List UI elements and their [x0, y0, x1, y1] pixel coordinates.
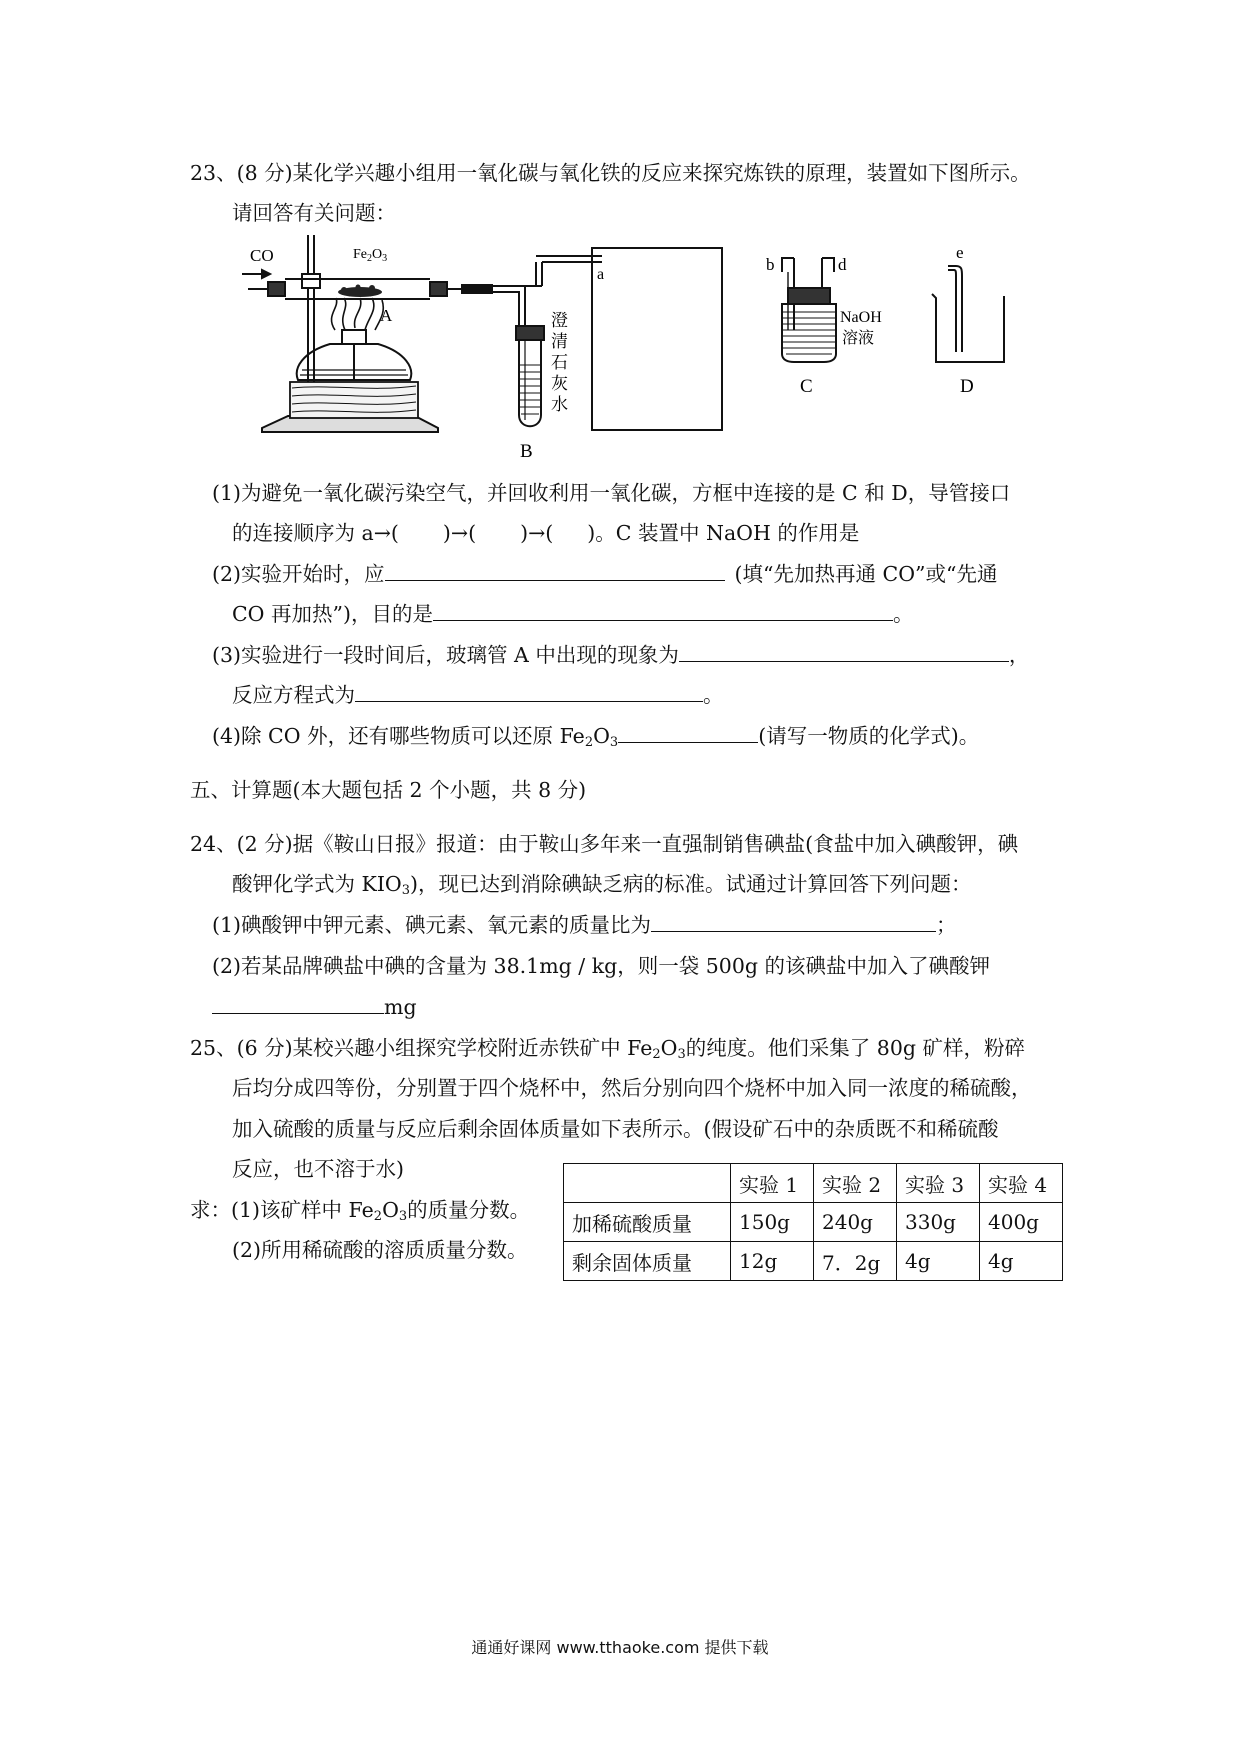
label-b: b	[766, 255, 775, 274]
section-5-title: 五、计算题(本大题包括 2 个小题，共 8 分)	[190, 778, 587, 802]
q23-p1-line1: (1)为避免一氧化碳污染空气，并回收利用一氧化碳，方框中连接的是 C 和 D，导管接口	[212, 481, 1011, 505]
table-cell: 4g	[897, 1242, 980, 1281]
table-header-cell	[564, 1164, 731, 1203]
q23-p3-line2: 反应方程式为 。	[232, 683, 724, 707]
q23-p2-line1: (2)实验开始时，应 (填“先加热再通 CO”或“先通	[212, 562, 998, 586]
q23-p2-line2: CO 再加热”)，目的是 。	[232, 602, 914, 626]
q24-line2: 酸钾化学式为 $KIO_3$)，现已达到消除碘缺乏病的标准。试通过计算回答下列问题：	[232, 872, 972, 898]
label-A: A	[380, 306, 393, 325]
answer-blank[interactable]	[679, 641, 1009, 662]
q25-line4: 反应，也不溶于水)	[232, 1157, 404, 1181]
q25-line3: 加入硫酸的质量与反应后剩余固体质量如下表所示。(假设矿石中的杂质既不和稀硫酸	[232, 1117, 999, 1141]
beaker-D	[932, 266, 1004, 362]
table-cell: 240g	[814, 1203, 897, 1242]
q23-p1-line2: 的连接顺序为 a→( )→( )→( )。C 装置中 NaOH 的作用是	[232, 521, 860, 545]
q25-line2: 后均分成四等份，分别置于四个烧杯中，然后分别向四个烧杯中加入同一浓度的稀硫酸，	[232, 1076, 1032, 1100]
table-cell: 加稀硫酸质量	[564, 1203, 731, 1242]
q23-title-line2: 请回答有关问题：	[232, 201, 396, 225]
connection-box	[592, 248, 722, 430]
svg-text:灰: 灰	[551, 374, 568, 393]
label-a: a	[597, 266, 605, 283]
table-header-cell: 实验 1	[731, 1164, 814, 1203]
q25-ask1: 求：(1)该矿样中 $Fe_2O_3$的质量分数。	[190, 1198, 531, 1224]
table-header-cell: 实验 3	[897, 1164, 980, 1203]
answer-blank[interactable]	[385, 560, 725, 581]
label-fe2o3: $Fe_2O_3$	[353, 247, 388, 264]
answer-blank[interactable]	[212, 993, 384, 1014]
table-header-cell: 实验 4	[980, 1164, 1063, 1203]
answer-blank[interactable]	[433, 600, 893, 621]
q23-p3-line1: (3)实验进行一段时间后，玻璃管 A 中出现的现象为 ，	[212, 643, 1030, 667]
q25-line1: 25、(6 分)某校兴趣小组探究学校附近赤铁矿中 $Fe_2O_3$的纯度。他们采集了 80g 矿样，粉碎	[190, 1036, 1026, 1062]
svg-text:澄: 澄	[551, 311, 568, 330]
q24-p2-answer: mg	[212, 993, 417, 1021]
experiment-table	[563, 1163, 1063, 1281]
wash-bottle-C	[782, 258, 836, 362]
table-cell: 7．2g	[814, 1242, 897, 1281]
table-cell: 330g	[897, 1203, 980, 1242]
q23-title-line1: 23、(8 分)某化学兴趣小组用一氧化碳与氧化铁的反应来探究炼铁的原理，装置如下图所示。	[190, 161, 1031, 185]
table-row	[564, 1242, 1063, 1281]
svg-text:清: 清	[551, 332, 568, 351]
svg-text:水: 水	[551, 395, 568, 414]
label-co: CO	[250, 246, 274, 265]
q24-line1: 24、(2 分)据《鞍山日报》报道：由于鞍山多年来一直强制销售碘盐(食盐中加入碘酸钾，碘	[190, 832, 1019, 856]
q24-p1: (1)碘酸钾中钾元素、碘元素、氧元素的质量比为 ；	[212, 913, 957, 937]
wooden-block	[290, 382, 418, 418]
table-header-row	[564, 1164, 1063, 1203]
q23-p4: (4)除 CO 外，还有哪些物质可以还原 $Fe_2O_3$ (请写一物质的化学式)。	[212, 724, 980, 750]
apparatus-figure	[240, 230, 1030, 462]
table-cell: 剩余固体质量	[564, 1242, 731, 1281]
label-solution: 溶液	[842, 330, 875, 347]
label-d: d	[838, 255, 847, 274]
table-cell: 4g	[980, 1242, 1063, 1281]
answer-blank[interactable]	[618, 722, 758, 743]
q24-p2: (2)若某品牌碘盐中碘的含量为 38.1mg / kg，则一袋 500g 的该碘盐中加入了碘酸钾	[212, 954, 991, 978]
co-arrow	[242, 270, 270, 278]
table-cell: 150g	[731, 1203, 814, 1242]
table-row	[564, 1203, 1063, 1242]
label-limewater	[551, 311, 568, 414]
label-B: B	[520, 441, 533, 462]
footer-source: 通通好课网 www.tthaoke.com 提供下载	[471, 1638, 769, 1657]
answer-blank[interactable]	[651, 911, 936, 932]
label-D: D	[960, 376, 974, 397]
fe2o3-powder	[338, 285, 382, 298]
q25-ask2: (2)所用稀硫酸的溶质质量分数。	[232, 1238, 528, 1262]
table-cell: 12g	[731, 1242, 814, 1281]
svg-text:石: 石	[551, 353, 568, 372]
answer-blank[interactable]	[355, 681, 703, 702]
table-header-cell: 实验 2	[814, 1164, 897, 1203]
table-cell: 400g	[980, 1203, 1063, 1242]
flame	[331, 298, 383, 330]
label-C: C	[800, 376, 813, 397]
label-naoh: NaOH	[840, 309, 882, 326]
label-e: e	[956, 243, 964, 262]
glass-tube-A	[248, 279, 518, 299]
